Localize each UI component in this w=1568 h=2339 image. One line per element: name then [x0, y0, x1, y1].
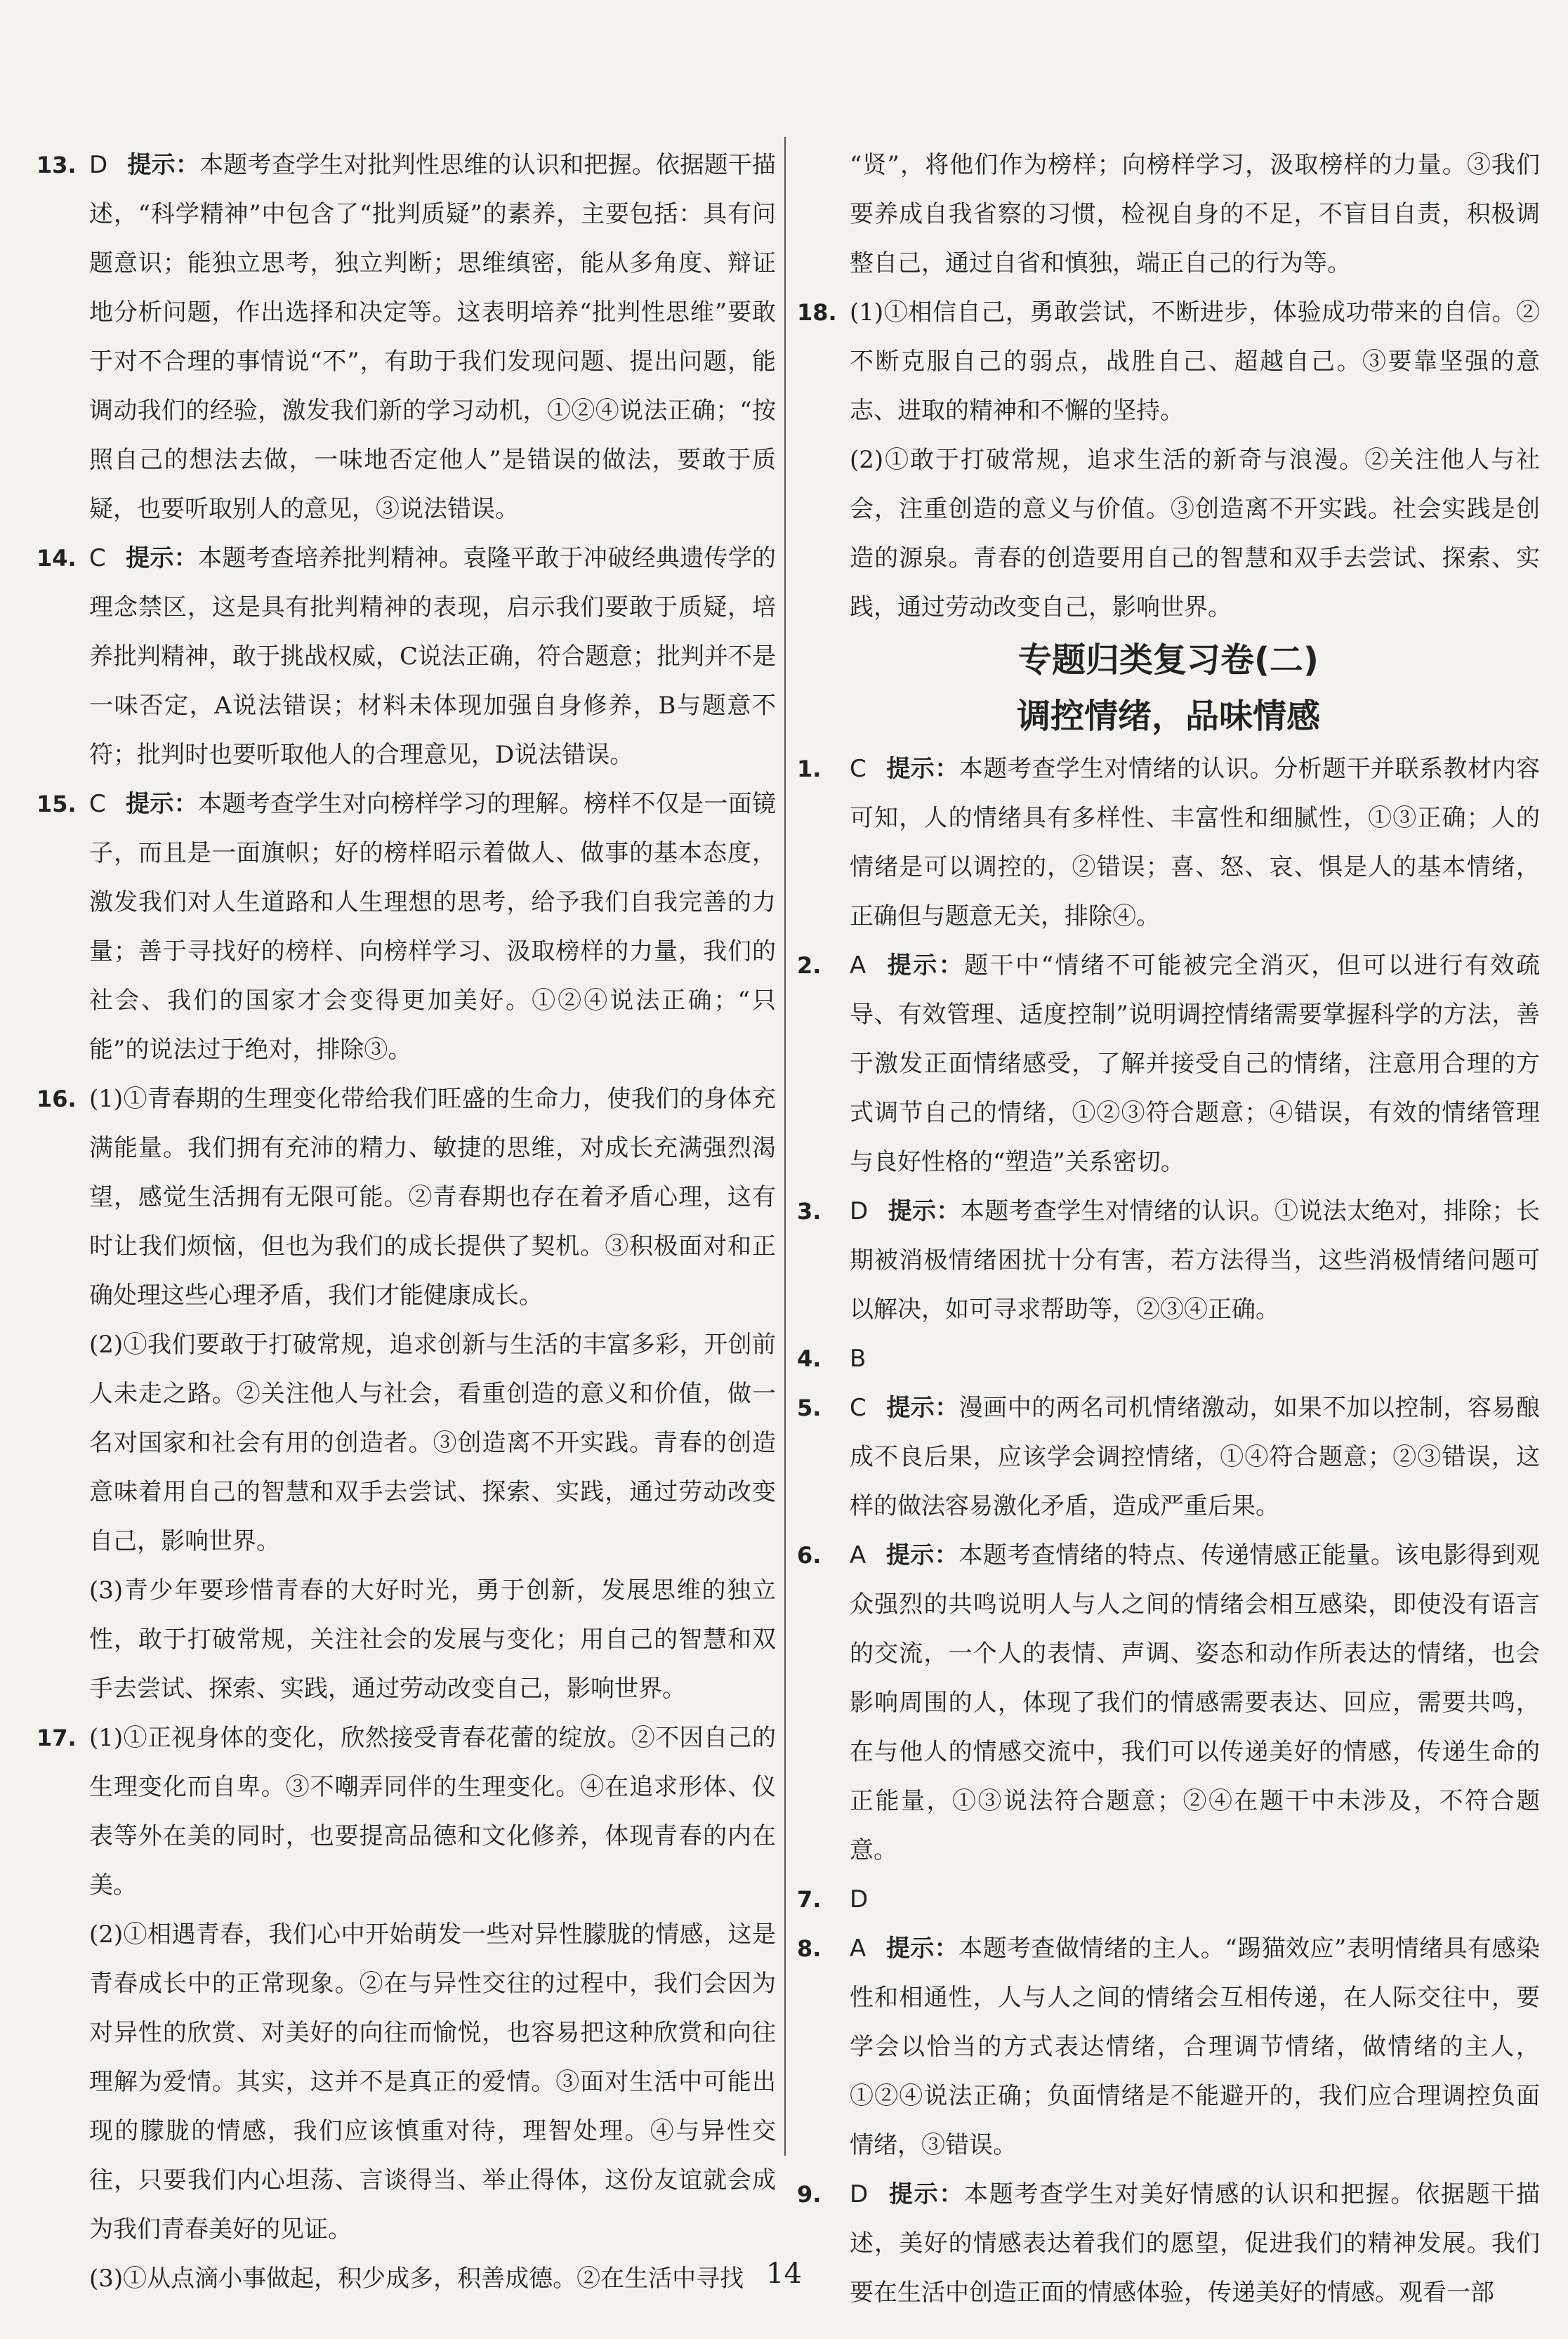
item-number: 16. [37, 1086, 77, 1112]
item-number: 9. [797, 2181, 822, 2208]
explanation-text: 本题考查情绪的特点、传递情感正能量。该电影得到观众强烈的共鸣说明人与人之间的情绪会相互感染，即使没有语言的交流，一个人的表情、声调、姿态和动作所表达的情绪，也会影响周围的人，体现了我们的情感需要表达、回应，需要共鸣，在与他人的情感交流中，我们可以传递美好的情感，传递生命的正能量，①③说法符合题意；②④在题干中未涉及，不符合题意。 [850, 1541, 1541, 1864]
explanation-text: 本题考查学生对情绪的认识。分析题干并联系教材内容可知，人的情绪具有多样性、丰富性和细腻性，①③正确；人的情绪是可以调控的，②错误；喜、怒、哀、惧是人的基本情绪，正确但与题意无关，排除④。 [850, 755, 1541, 930]
explanation-text: 本题考查培养批判精神。袁隆平敢于冲破经典遗传学的理念禁区，这是具有批判精神的表现，启示我们要敢于质疑，培养批判精神，敢于挑战权威，C说法正确，符合题意；批判并不是一味否定，A说法错误；材料未体现加强自身修养，B与题意不符；批判时也要听取他人的合理意见，D说法错误。 [89, 544, 777, 769]
item-number: 18. [797, 299, 837, 326]
item-number: 17. [37, 1725, 77, 1751]
item-number: 1. [797, 756, 822, 782]
left-column [37, 140, 776, 2303]
answer-letter: A [850, 1935, 867, 1963]
item-number: 15. [37, 791, 77, 817]
item-number: 13. [37, 152, 77, 178]
answer-letter: D [850, 1885, 869, 1913]
answer-letter: D [850, 2180, 869, 2208]
item-number: 6. [797, 1542, 822, 1569]
answer-item-16 [37, 1074, 776, 1713]
continued-text: “贤”，将他们作为榜样；向榜样学习，汲取榜样的力量。③我们要养成自我省察的习惯，检视自身的不足，不盲目自责，积极调整自己，通过自省和慎独，端正自己的行为等。 [850, 151, 1540, 277]
explanation-text: 漫画中的两名司机情绪激动，如果不加以控制，容易酿成不良后果，应该学会调控情绪，①④符合题意；②③错误，这样的做法容易激化矛盾，造成严重后果。 [850, 1394, 1541, 1520]
answer-letter: B [850, 1345, 867, 1373]
item-number: 8. [797, 1935, 822, 1962]
answer-item-1 [797, 744, 1540, 941]
item-number: 4. [797, 1345, 822, 1372]
answer-item-3 [797, 1187, 1540, 1334]
sub-answer-2: (2)①敢于打破常规，追求生活的新奇与浪漫。②关注他人与社会，注重创造的意义与价值。③创造离不开实践。社会实践是创造的源泉。青春的创造要用自己的智慧和双手去尝试、探索、实践，通过劳动改变自己，影响世界。 [850, 446, 1540, 621]
section-title: 专题归类复习卷(二) [1018, 640, 1319, 680]
answer-letter: C [89, 544, 106, 572]
hint-label: 提示： [885, 755, 959, 783]
explanation-text: 本题考查做情绪的主人。“踢猫效应”表明情绪具有感染性和相通性，人与人之间的情绪会互相传递，在人际交往中，要学会以恰当的方式表达情绪，合理调节情绪，做情绪的主人，①②④说法正确；负面情绪是不能避开的，我们应合理调控负面情绪，③错误。 [850, 1935, 1541, 2159]
item-number: 14. [37, 545, 77, 572]
hint-label: 提示： [125, 544, 198, 572]
answer-letter: D [89, 151, 108, 179]
answer-item-14 [37, 534, 776, 779]
answer-letter: C [89, 790, 106, 818]
sub-answer-1: (1)①相信自己，勇敢尝试，不断进步，体验成功带来的自信。②不断克服自己的弱点，战胜自己、超越自己。③要靠坚强的意志、进取的精神和不懈的坚持。 [850, 298, 1540, 425]
answer-item-7 [797, 1875, 1540, 1924]
answer-item-8 [797, 1924, 1540, 2170]
item-number: 3. [797, 1198, 822, 1225]
explanation-text: 本题考查学生对情绪的认识。①说法太绝对，排除；长期被消极情绪困扰十分有害，若方法得当，这些消极情绪问题可以解决，如可寻求帮助等，②③④正确。 [850, 1197, 1541, 1324]
explanation-text: 题干中“情绪不可能被完全消灭，但可以进行有效疏导、有效管理、适度控制”说明调控情绪需要掌握科学的方法，善于激发正面情绪感受，了解并接受自己的情绪，注意用合理的方式调节自己的情绪，①②③符合题意；④错误，有效的情绪管理与良好性格的“塑造”关系密切。 [850, 951, 1540, 1176]
sub-answer-3: (3)①从点滴小事做起，积少成多，积善成德。②在生活中寻找 [89, 2265, 744, 2293]
explanation-text: 本题考查学生对批判性思维的认识和把握。依据题干描述，“科学精神”中包含了“批判质疑”的素养，主要包括：具有问题意识；能独立思考，独立判断；思维缜密，能从多角度、辩证地分析问题，作出选择和决定等。这表明培养“批判性思维”要敢于对不合理的事情说“不”，有助于我们发现问题、提出问题，能调动我们的经验，激发我们新的学习动机，①②④说法正确；“按照自己的想法去做，一味地否定他人”是错误的做法，要敢于质疑，也要听取别人的意见，③说法错误。 [89, 151, 777, 523]
answer-item-2 [797, 941, 1540, 1187]
page-number: 14 [766, 2258, 802, 2290]
hint-label: 提示： [885, 1394, 959, 1422]
item-number: 7. [797, 1886, 822, 1913]
column-divider [784, 137, 786, 2156]
hint-label: 提示： [127, 151, 200, 179]
answer-item-17-continued [797, 140, 1540, 288]
hint-label: 提示： [885, 1935, 959, 1963]
hint-label: 提示： [885, 951, 965, 980]
right-column [797, 140, 1540, 2317]
answer-item-18 [797, 288, 1540, 632]
sub-answer-2: (2)①相遇青春，我们心中开始萌发一些对异性朦胧的情感，这是青春成长中的正常现象。②在与异性交往的过程中，我们会因为对异性的欣赏、对美好的向往而愉悦，也容易把这种欣赏和向往理解为爱情。其实，这并不是真正的爱情。③面对生活中可能出现的朦胧的情感，我们应该慎重对待，理智处理。④与异性交往，只要我们内心坦荡、言谈得当、举止得体，这份友谊就会成为我们青春美好的见证。 [89, 1920, 776, 2244]
answer-item-9 [797, 2170, 1540, 2317]
explanation-text: 本题考查学生对美好情感的认识和把握。依据题干描述，美好的情感表达着我们的愿望，促进我们的精神发展。我们要在生活中创造正面的情感体验，传递美好的情感。观看一部 [850, 2180, 1541, 2307]
hint-label: 提示： [885, 1541, 959, 1569]
item-number: 2. [797, 952, 822, 979]
answer-letter: C [850, 755, 867, 783]
answer-letter: A [850, 1541, 867, 1569]
answer-item-4 [797, 1334, 1540, 1383]
hint-label: 提示： [888, 2180, 965, 2208]
answer-item-17 [37, 1713, 776, 2303]
sub-answer-1: (1)①青春期的生理变化带给我们旺盛的生命力，使我们的身体充满能量。我们拥有充沛的精力、敏捷的思维，对成长充满强烈渴望，感觉生活拥有无限可能。②青春期也存在着矛盾心理，这有时让我们烦恼，但也为我们的成长提供了契机。③积极面对和正确处理这些心理矛盾，我们才能健康成长。 [89, 1085, 776, 1310]
answer-item-13 [37, 140, 776, 534]
section-subtitle: 调控情绪，品味情感 [1016, 697, 1320, 736]
answer-letter: D [850, 1197, 869, 1225]
answer-item-6 [797, 1531, 1540, 1875]
explanation-text: 本题考查学生对向榜样学习的理解。榜样不仅是一面镜子，而且是一面旗帜；好的榜样昭示着做人、做事的基本态度，激发我们对人生道路和人生理想的思考，给予我们自我完善的力量；善于寻找好的榜样、向榜样学习、汲取榜样的力量，我们的社会、我们的国家才会变得更加美好。①②④说法正确；“只能”的说法过于绝对，排除③。 [89, 790, 777, 1064]
answer-letter: C [850, 1394, 867, 1422]
answer-item-15 [37, 779, 776, 1074]
answer-item-5 [797, 1383, 1540, 1531]
sub-answer-2: (2)①我们要敢于打破常规，追求创新与生活的丰富多彩，开创前人未走之路。②关注他人与社会，看重创造的意义和价值，做一名对国家和社会有用的创造者。③创造离不开实践。青春的创造意味着用自己的智慧和双手去尝试、探索、实践，通过劳动改变自己，影响世界。 [89, 1331, 776, 1555]
hint-label: 提示： [125, 790, 198, 818]
sub-answer-3: (3)青少年要珍惜青春的大好时光，勇于创新，发展思维的独立性，敢于打破常规，关注社会的发展与变化；用自己的智慧和双手去尝试、探索、实践，通过劳动改变自己，影响世界。 [89, 1576, 776, 1703]
hint-label: 提示： [888, 1197, 961, 1225]
sub-answer-1: (1)①正视身体的变化，欣然接受青春花蕾的绽放。②不因自己的生理变化而自卑。③不嘲弄同伴的生理变化。④在追求形体、仪表等外在美的同时，也要提高品德和文化修养，体现青春的内在美。 [89, 1724, 776, 1899]
item-number: 5. [797, 1395, 822, 1421]
answer-letter: A [850, 951, 867, 980]
